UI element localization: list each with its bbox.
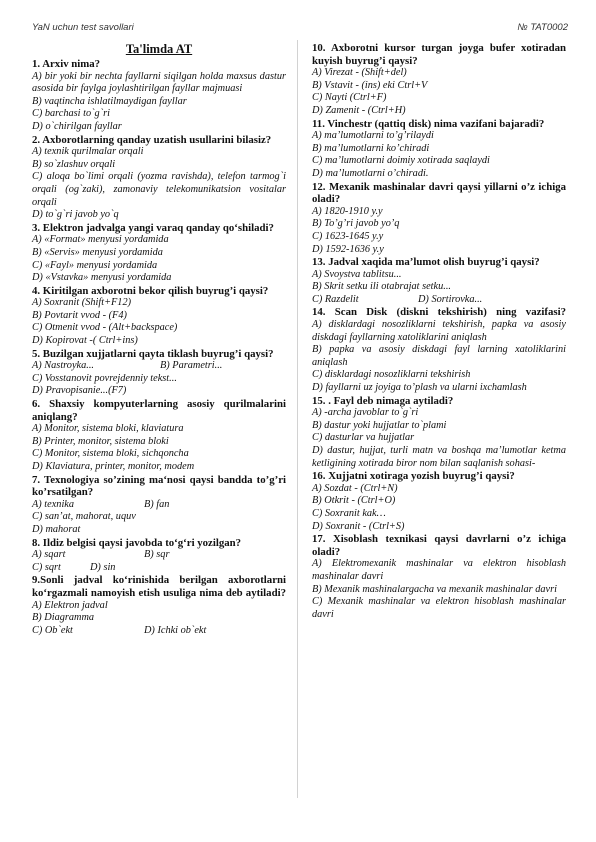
document-title: Ta'limda AT	[125, 42, 193, 56]
question-6: 6. Shaxsiy kompyuterlarning asosiy qurilmalarini aniqlang?	[32, 398, 286, 423]
answer-3a: A) «Format» menyusi yordamida	[32, 234, 169, 246]
answer-row-8cd	[32, 562, 286, 575]
answer-11d: D) ma’lumotlarni o’chiradi.	[312, 167, 429, 179]
answer-9c: C) Ob`ekt	[32, 624, 73, 636]
answer-13b: B) Skrit setku ili otabrajat setku...	[312, 281, 451, 293]
answer-17a: A) Elektromexanik mashinalar va elektron hisoblash mashinalar davri	[312, 558, 566, 582]
question-1: 1. Arxiv nima?	[32, 58, 101, 70]
answer-row-7ab	[32, 499, 286, 512]
answer-13a: A) Svoystva tablitsu...	[312, 268, 402, 280]
question-11: 11. Vinchestr (qattiq disk) nima vazifani bajaradi?	[312, 117, 545, 130]
answer-16c: C) Soxranit kak…	[312, 507, 386, 519]
question-17: 17. Xisoblash texnikasi qaysi davrlarni o’z ichiga oladi?	[312, 533, 566, 558]
answer-6d: D) Klaviatura, printer, monitor, modem	[32, 461, 195, 472]
answer-15a: A) -archa javoblar to`g`ri	[312, 407, 419, 419]
answer-12a: A) 1820-1910 y.y	[312, 205, 383, 217]
answer-row-5ab	[32, 360, 286, 373]
answer-16d: D) Soxranit - (Ctrl+S)	[312, 520, 405, 532]
answer-9a: A) Elektron jadval	[32, 599, 108, 611]
answer-3c: C) «Fayl» menyusi yordamida	[32, 259, 158, 271]
answer-row-13cd	[312, 294, 566, 307]
answer-7b: B) fan	[144, 498, 170, 510]
answer-16a: A) Sozdat - (Ctrl+N)	[312, 482, 398, 494]
answer-2d: D) to`g`ri javob yo`q	[32, 209, 119, 221]
question-2: 2. Axborotlarning qanday uzatish usullarini bilasiz?	[32, 133, 272, 146]
column-divider	[297, 40, 298, 798]
answer-12c: C) 1623-1645 y.y	[312, 230, 384, 242]
answer-4d: D) Kopirovat -( Ctrl+ins)	[32, 335, 138, 347]
answer-13d: D) Sortirovka...	[418, 293, 483, 305]
question-13: 13. Jadval xaqida ma’lumot olish buyrug’i qaysi?	[312, 256, 540, 269]
answer-15d: D) dastur, hujjat, turli matn va boshqa ma’lumotlar ketma ketligining xotirada biror nom bilan saqlanish sohasi-	[312, 445, 566, 469]
answer-10a: A) Virezat - (Shift+del)	[312, 67, 407, 79]
answer-9d: D) Ichki ob`ekt	[144, 624, 207, 636]
question-4: 4. Kiritilgan axborotni bekor qilish buyrug’i qaysi?	[32, 284, 269, 297]
answer-17b: B) Mexanik mashinalargacha va mexanik mashinalar davri	[312, 583, 557, 595]
answer-17c: C) Mexanik mashinalar va elektron hisoblash mashinalar davri	[312, 596, 566, 620]
question-15: 15. . Fayl deb nimaga aytiladi?	[312, 394, 454, 407]
answer-6c: C) Monitor, sistema bloki, sichqoncha	[32, 448, 189, 460]
answer-3d: D) «Vstavka» menyusi yordamida	[32, 272, 172, 284]
answer-7d: D) mahorat	[32, 523, 81, 535]
answer-11a: A) ma’lumotlarni to’g’rilaydi	[312, 130, 434, 142]
answer-2b: B) so`zlashuv orqali	[32, 158, 116, 170]
answer-6a: A) Monitor, sistema bloki, klaviatura	[32, 423, 184, 435]
answer-1a: A) bir yoki bir nechta fayllarni siqilgan holda maxsus dastur asosida bir faylga joylashtirilgan fayllar majmuasi	[32, 70, 286, 95]
answer-2a: A) texnik qurilmalar orqali	[32, 146, 144, 158]
question-14: 14. Scan Disk (diskni tekshirish) ning vazifasi?	[312, 306, 566, 319]
answer-6b: B) Printer, monitor, sistema bloki	[32, 435, 169, 447]
answer-4a: A) Soxranit (Shift+F12)	[32, 297, 132, 309]
right-column	[312, 42, 566, 621]
answer-11c: C) ma’lumotlarni doimiy xotirada saqlaydi	[312, 155, 490, 167]
answer-10d: D) Zamenit - (Ctrl+H)	[312, 104, 406, 116]
answer-14a: A) disklardagi nosozliklarni tekshirish, papka va asosiy diskdagi fayllarning xatoliklarini aniqlash	[312, 319, 566, 343]
answer-16b: B) Otkrit - (Ctrl+O)	[312, 495, 396, 507]
answer-1c: C) barchasi to`g`ri	[32, 108, 110, 120]
answer-7c: C) san’at, mahorat, uquv	[32, 511, 136, 523]
page-header	[32, 22, 568, 33]
answer-12b: B) To’g’ri javob yo’q	[312, 218, 400, 230]
question-9: 9.Sonli jadval ko‘rinishida berilgan axborotlarni ko‘rgazmali namoyish etish usuliga nima deb aytiladi?	[32, 574, 286, 599]
answer-1d: D) o`chirilgan fayllar	[32, 120, 122, 132]
question-5: 5. Buzilgan xujjatlarni qayta tiklash buyrug’i qaysi?	[32, 347, 274, 360]
answer-5c: C) Vosstanovit povrejdenniy tekst...	[32, 372, 177, 384]
answer-4b: B) Povtarit vvod - (F4)	[32, 309, 127, 321]
header-code: № TAT0002	[517, 22, 568, 33]
answer-8d: D) sin	[90, 561, 116, 573]
answer-13c: C) Razdelit	[312, 293, 359, 305]
answer-5d: D) Pravopisanie...(F7)	[32, 385, 127, 397]
question-16: 16. Xujjatni xotiraga yozish buyrug’i qaysi?	[312, 470, 515, 483]
question-12: 12. Mexanik mashinalar davri qaysi yillarni o’z ichiga oladi?	[312, 180, 566, 206]
answer-14d: D) fayllarni uz joyiga to’plash va ularni ixchamlash	[312, 382, 527, 394]
question-10: 10. Axborotni kursor turgan joyga bufer xotiradan kuyish buyrug’i qaysi?	[312, 42, 566, 67]
question-3: 3. Elektron jadvalga yangi varaq qanday qo‘shiladi?	[32, 221, 274, 234]
answer-row-8ab	[32, 549, 286, 562]
answer-15b: B) dastur yoki hujjatlar to`plami	[312, 419, 447, 431]
answer-14c: C) disklardagi nosozliklarni tekshirish	[312, 369, 471, 381]
header-title: YaN uchun test savollari	[32, 22, 134, 33]
question-7: 7. Texnologiya so’zining ma‘nosi qaysi bandda to’g’ri ko’rsatilgan?	[32, 473, 286, 499]
answer-10b: B) Vstavit - (ins) eki Ctrl+V	[312, 79, 428, 91]
answer-11b: B) ma’lumotlarni ko’chiradi	[312, 142, 430, 154]
answer-8c: C) sqrt	[32, 561, 61, 573]
answer-1b: B) vaqtincha ishlatilmaydigan fayllar	[32, 95, 187, 107]
answer-4c: C) Otmenit vvod - (Alt+backspace)	[32, 322, 178, 334]
answer-5a: A) Nastroyka...	[32, 360, 94, 372]
answer-8b: B) sqr	[144, 549, 170, 561]
left-column	[32, 42, 286, 637]
question-8: 8. Ildiz belgisi qaysi javobda to‘g‘ri yozilgan?	[32, 536, 242, 549]
answer-8a: A) sqart	[32, 549, 66, 561]
answer-row-9cd	[32, 625, 286, 638]
answer-9b: B) Diagramma	[32, 612, 95, 624]
answer-7a: A) texnika	[32, 498, 75, 510]
answer-14b: B) papka va asosiy diskdagi fayl larning xatoliklarini aniqlash	[312, 344, 566, 368]
answer-5b: B) Parametri...	[160, 360, 223, 372]
answer-3b: B) «Servis» menyusi yordamida	[32, 246, 163, 258]
answer-2c: C) aloqa bo`limi orqali (yozma ravishda), telefon tarmog`i orqali (og`zaki), zamonaviy telekomunikatsion vositalar orqali	[32, 171, 286, 208]
answer-12d: D) 1592-1636 y.y	[312, 243, 384, 255]
answer-10c: C) Nayti (Ctrl+F)	[312, 92, 387, 104]
answer-15c: C) dasturlar va hujjatlar	[312, 432, 415, 444]
